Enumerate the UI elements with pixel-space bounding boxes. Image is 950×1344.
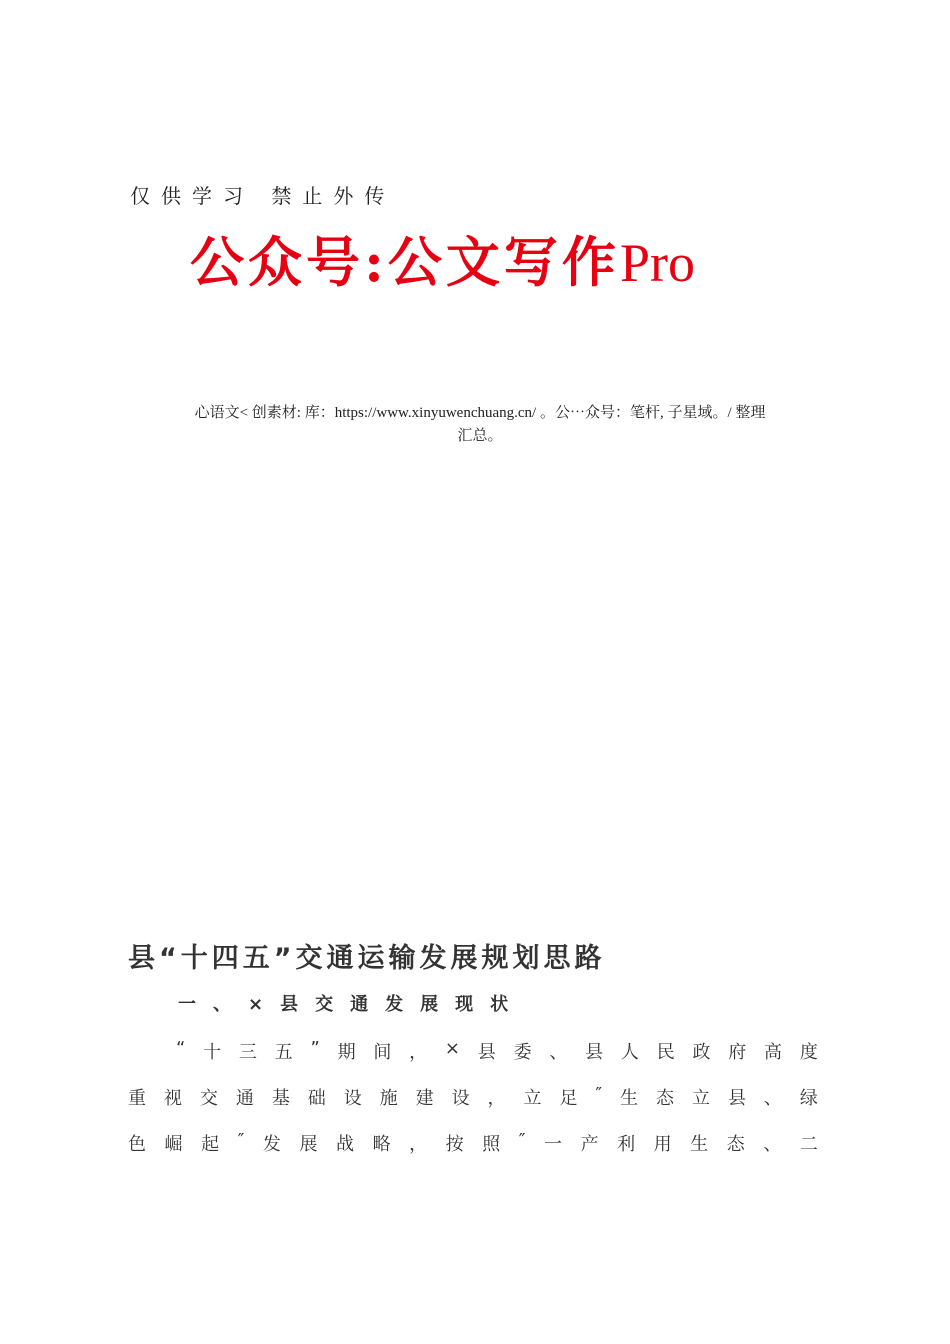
paragraph-char: 立 — [523, 1088, 542, 1109]
paragraph-char: 三 — [238, 1042, 257, 1063]
paragraph-char: ″ — [518, 1130, 526, 1151]
source-note-line-2: 汇总。 — [457, 428, 503, 444]
paragraph-char: ″ — [237, 1130, 245, 1151]
paragraph-char: 、 — [549, 1042, 568, 1063]
paragraph-char: 高 — [764, 1042, 783, 1063]
paragraph-char: × — [444, 1038, 460, 1059]
paragraph-char: 建 — [415, 1088, 434, 1109]
paragraph-char: 间 — [373, 1042, 392, 1063]
paragraph-char: 设 — [343, 1088, 362, 1109]
source-note-line-1: 心语文< 创素材: 库：https://www.xinyuwenchuang.cn/ 。公⋯众号：笔杆, 子星域。/ 整理 — [194, 405, 766, 421]
brand-latin: Pro — [619, 233, 695, 293]
paragraph-line-1 — [176, 1038, 818, 1064]
paragraph-char: 人 — [620, 1042, 639, 1063]
paragraph-char: 期 — [337, 1042, 356, 1063]
paragraph-char: 、 — [763, 1134, 782, 1155]
paragraph-char: 利 — [617, 1134, 636, 1155]
paragraph-char: 府 — [728, 1042, 747, 1063]
paragraph-char: 民 — [656, 1042, 675, 1063]
paragraph-char: 绿 — [799, 1088, 818, 1109]
paragraph-char: ， — [409, 1134, 428, 1155]
paragraph-char: 础 — [307, 1088, 326, 1109]
paragraph-char: 态 — [726, 1134, 745, 1155]
paragraph-char: 施 — [379, 1088, 398, 1109]
paragraph-char: 产 — [580, 1134, 599, 1155]
paragraph-line-3 — [128, 1130, 818, 1156]
paragraph-char: 视 — [163, 1088, 182, 1109]
paragraph-char: 按 — [445, 1134, 464, 1155]
paragraph-char: ” — [310, 1038, 320, 1059]
paragraph-char: 照 — [482, 1134, 501, 1155]
paragraph-char: 重 — [128, 1088, 146, 1109]
paragraph-char: 设 — [451, 1088, 470, 1109]
paragraph-char: 生 — [690, 1134, 709, 1155]
source-note — [120, 402, 840, 448]
paragraph-char: 用 — [653, 1134, 672, 1155]
paragraph-char: 战 — [336, 1134, 355, 1155]
paragraph-char: 政 — [692, 1042, 711, 1063]
paragraph-char: 交 — [199, 1088, 218, 1109]
paragraph-char: 度 — [799, 1042, 818, 1063]
paragraph-char: 县 — [727, 1088, 746, 1109]
paragraph-char: 一 — [544, 1134, 563, 1155]
paragraph-char: 五 — [274, 1042, 293, 1063]
brand-chinese: 公众号:公文写作 — [190, 230, 620, 294]
paragraph-char: 县 — [477, 1042, 496, 1063]
paragraph-char: 立 — [691, 1088, 710, 1109]
paragraph-char: 态 — [656, 1088, 675, 1109]
brand-banner — [190, 222, 810, 303]
paragraph-char: ， — [409, 1042, 428, 1063]
document-title: 县“十四五”交通运输发展规划思路 — [128, 943, 606, 974]
paragraph-char: 足 — [559, 1088, 578, 1109]
paragraph-char: 十 — [203, 1042, 222, 1063]
paragraph-char: ， — [487, 1088, 506, 1109]
paragraph-char: 起 — [201, 1134, 220, 1155]
section-heading: 一、×县交通发展现状 — [178, 994, 526, 1015]
paragraph-char: 崛 — [164, 1134, 183, 1155]
paragraph-char: 基 — [271, 1088, 290, 1109]
usage-notice: 仅供学习 禁止外传 — [130, 184, 396, 208]
paragraph-char: 发 — [262, 1134, 281, 1155]
paragraph-char: 二 — [799, 1134, 818, 1155]
paragraph-char: 、 — [763, 1088, 782, 1109]
paragraph-line-2 — [128, 1084, 818, 1110]
paragraph-char: 色 — [128, 1134, 146, 1155]
paragraph-char: 通 — [235, 1088, 254, 1109]
paragraph-char: 县 — [585, 1042, 604, 1063]
paragraph-char: ″ — [595, 1084, 603, 1105]
paragraph-char: “ — [176, 1038, 186, 1059]
paragraph-char: 委 — [513, 1042, 532, 1063]
paragraph-char: 展 — [299, 1134, 318, 1155]
paragraph-char: 生 — [620, 1088, 639, 1109]
paragraph-char: 略 — [372, 1134, 391, 1155]
